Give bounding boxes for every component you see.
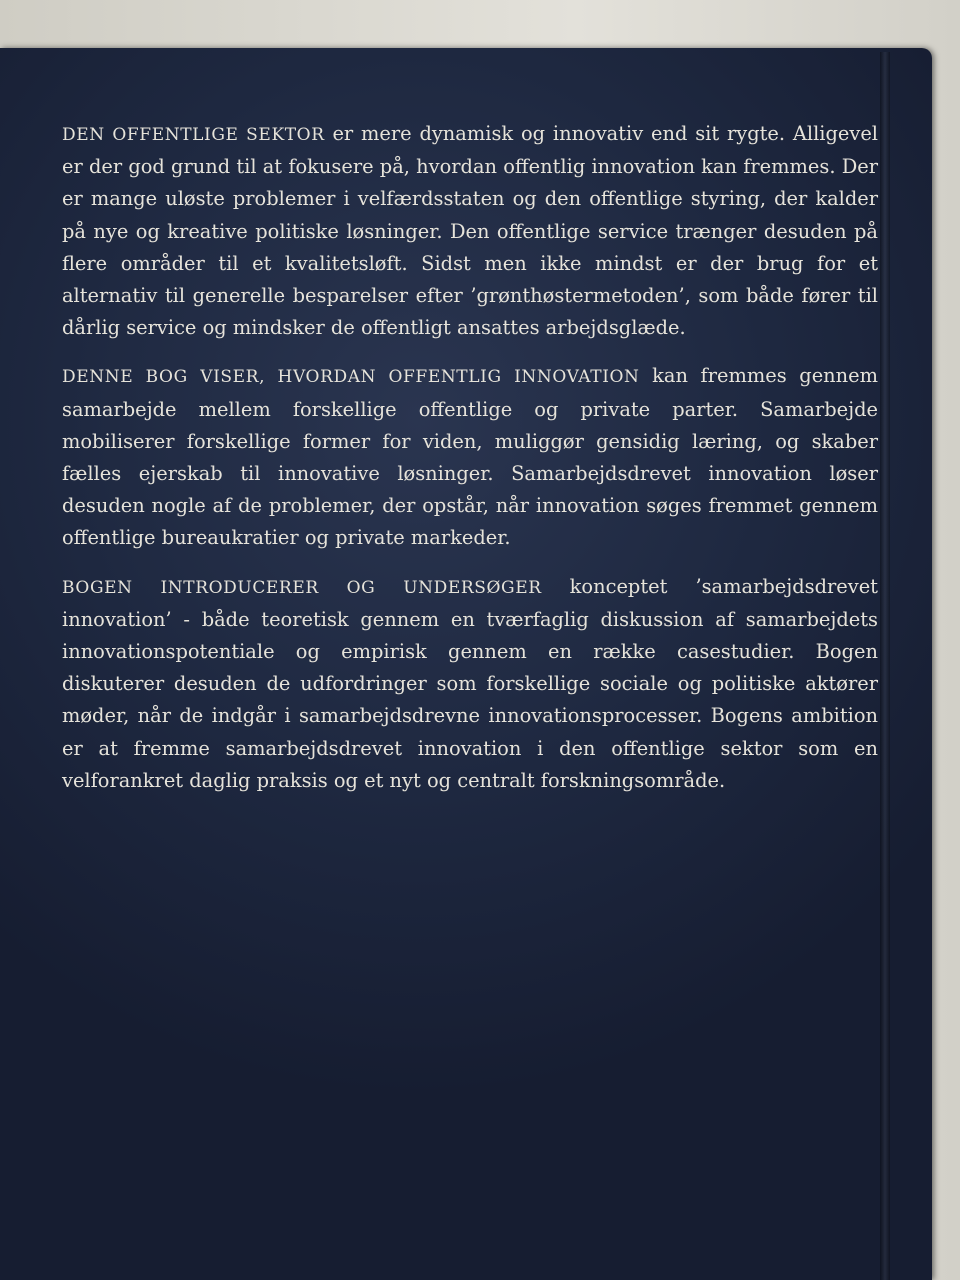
paragraph-2-lead: DENNE BOG VISER, HVORDAN OFFENTLIG INNOVATION — [62, 367, 640, 388]
paragraph-3-lead: BOGEN INTRODUCERER OG UNDERSØGER — [62, 577, 542, 598]
paragraph-3-text: konceptet ’samarbejdsdrevet innovation’ - både teoretisk gennem en tværfaglig diskussion af samarbejdets innovationspotentiale og empirisk gennem en række casestudier. Bogen diskuterer desuden de udfordringer som forskellige sociale og politiske aktører møder, når de indgår i samarbejdsdrevne innovationsprocesser. Bogens ambition er at fremme samarbejdsdrevet innovation i den offentlige sektor som en velforankret daglig praksis og et nyt og centralt forskningsområde. — [62, 574, 878, 792]
cover-edge — [880, 52, 890, 1280]
paragraph-1-text: er mere dynamisk og innovativ end sit rygte. Alligevel er der god grund til at fokusere på, hvordan offentlig innovation kan fremmes. Der er mange uløste problemer i velfærdsstaten og den offentlige styring, der kalder på nye og kreative politiske løsninger. Den offentlige service trænger desuden på flere områder til et kvalitetsløft. Sidst men ikke mindst er der brug for et alternativ til generelle besparelser efter ’grønthøstermetoden’, som både fører til dårlig service og mindsker de offentligt ansattes arbejdsglæde. — [62, 122, 878, 340]
back-cover-text — [38, 118, 878, 813]
paragraph-1 — [38, 118, 878, 344]
paragraph-1-lead: DEN OFFENTLIGE SEKTOR — [62, 125, 325, 145]
paragraph-2 — [38, 360, 878, 554]
paragraph-2-text: kan fremmes gennem samarbejde mellem forskellige offentlige og private parter. Samarbejde mobiliserer forskellige former for viden, muliggør gensidig læring, og skaber fælles ejerskab til innovative løsninger. Samarbejdsdrevet innovation løser desuden nogle af de problemer, der opstår, når innovation søges fremmet gennem offentlige bureaukratier og private markeder. — [62, 364, 879, 550]
paragraph-3 — [38, 571, 878, 797]
